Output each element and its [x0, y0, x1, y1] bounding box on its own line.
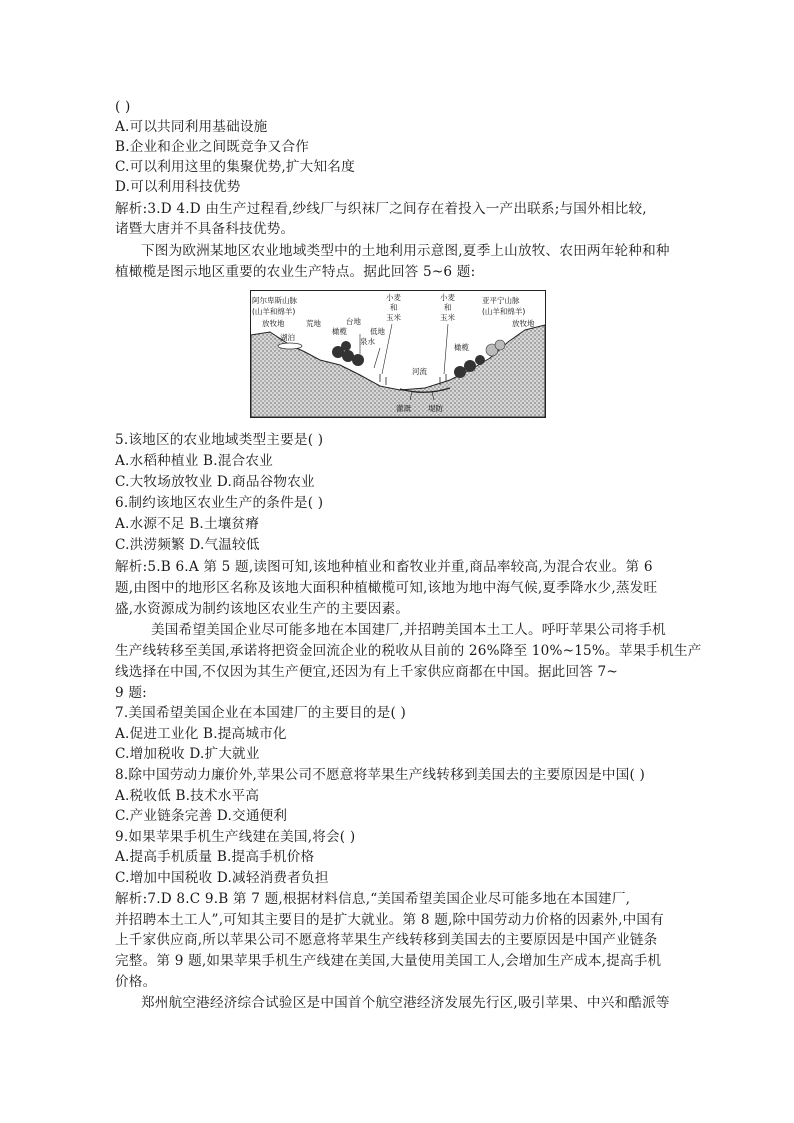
label-and-right: 和 [444, 303, 452, 312]
lake-shape [278, 343, 302, 349]
label-and-left: 和 [390, 303, 398, 312]
analysis-7-9-line5: 价格。 [115, 974, 157, 990]
label-alps-sub: (山羊和绵羊) [252, 307, 296, 316]
label-river: 河流 [412, 367, 427, 376]
q8-options-ab: A.税收低 B.技术水平高 [115, 788, 260, 804]
q7-options-cd: C.增加税收 D.扩大就业 [115, 746, 260, 762]
analysis-7-9-line4: 完整。第 9 题,如果苹果手机生产线建在美国,大量使用美国工人,会增加生产成本,提高手机 [115, 953, 662, 969]
analysis-5-6-line1: 解析:5.B 6.A 第 5 题,读图可知,该地种植业和畜牧业并重,商品率较高,为混合农业。第 6 [115, 559, 653, 575]
label-pasture-left: 放牧地 [262, 319, 285, 328]
label-alps: 阿尔卑斯山脉 [252, 296, 297, 305]
label-apennines: 亚平宁山脉 [482, 296, 520, 305]
q5-options-cd: C.大牧场放牧业 D.商品谷物农业 [115, 474, 315, 490]
label-wasteland: 荒地 [306, 319, 321, 328]
label-terrace: 台地 [346, 317, 361, 326]
q8-options-cd: C.产业链条完善 D.交通便利 [115, 808, 288, 824]
q4-option-b: B.企业和企业之间既竞争又合作 [115, 139, 310, 155]
label-irrigation: 灌溉 [396, 404, 411, 413]
label-lake: 湖泊 [280, 333, 295, 342]
intro-7-9-line4: 9 题: [115, 685, 147, 701]
analysis-5-6-line2: 题,由图中的地形区名称及该地大面积种植橄榄可知,该地为地中海气候,夏季降水少,蒸发旺 [115, 580, 658, 596]
analysis-5-6-line3: 盛,水资源成为制约该地区农业生产的主要因素。 [115, 601, 410, 617]
label-pasture-right: 放牧地 [512, 319, 535, 328]
analysis-7-9-line2: 并招聘本土工人”,可知其主要目的是扩大就业。第 8 题,除中国劳动力价格的因素外,中国有 [115, 912, 664, 928]
analysis-3-4-line2: 诸暨大唐并不具备科技优势。 [115, 221, 295, 237]
q9-options-cd: C.增加中国税收 D.减轻消费者负担 [115, 870, 329, 886]
label-wheat-left: 小麦 [386, 293, 401, 302]
q7-stem: 7.美国希望美国企业在本国建厂的主要目的是( ) [115, 705, 406, 721]
analysis-7-9-line1: 解析:7.D 8.C 9.B 第 7 题,根据材料信息,“美国希望美国企业尽可能多地在本国建厂, [115, 891, 631, 907]
q7-options-ab: A.促进工业化 B.提高城市化 [115, 726, 287, 742]
label-wheat-right: 小麦 [440, 293, 455, 302]
intro-7-9-line2: 生产线转移至美国,承诺将把资金回流企业的税收从目前的 26%降至 10%~15%。苹果手机生产 [115, 643, 702, 659]
analysis-3-4-line1: 解析:3.D 4.D 由生产过程看,纱线厂与织袜厂之间存在着投入一产出联系;与国外相比较, [115, 201, 647, 217]
q9-options-ab: A.提高手机质量 B.提高手机价格 [115, 849, 315, 865]
analysis-7-9-line3: 上千家供应商,所以苹果公司不愿意将苹果生产线转移到美国去的主要原因是中国产业链条 [115, 932, 658, 948]
intro-7-9-line3: 线选择在中国,不仅因为其生产便宜,还因为有上千家供应商都在中国。据此回答 7~ [115, 664, 618, 680]
q4-option-a: A.可以共同利用基础设施 [115, 119, 268, 135]
label-apennines-sub: (山羊和绵羊) [482, 307, 526, 316]
q4-option-c: C.可以利用这里的集聚优势,扩大知名度 [115, 159, 355, 175]
q4-bracket: ( ) [115, 99, 131, 115]
q5-options-ab: A.水稻种植业 B.混合农业 [115, 453, 273, 469]
q6-options-ab: A.水源不足 B.土壤贫瘠 [115, 516, 260, 532]
label-spring: 泉水 [360, 337, 375, 346]
q9-stem: 9.如果苹果手机生产线建在美国,将会( ) [115, 829, 356, 845]
label-olive-left: 橄榄 [332, 327, 347, 336]
q4-option-d: D.可以利用科技优势 [115, 179, 241, 195]
land-use-diagram [250, 290, 546, 418]
label-corn-right: 玉米 [440, 313, 455, 322]
q6-options-cd: C.洪涝频繁 D.气温较低 [115, 537, 260, 553]
q6-stem: 6.制约该地区农业生产的条件是( ) [115, 495, 324, 511]
label-lowland: 低地 [370, 327, 385, 336]
intro-next-line1: 郑州航空港经济综合试验区是中国首个航空港经济发展先行区,吸引苹果、中兴和酷派等 [141, 995, 670, 1011]
q8-stem: 8.除中国劳动力廉价外,苹果公司不愿意将苹果生产线转移到美国去的主要原因是中国( ) [115, 767, 645, 783]
label-olive-right: 橄榄 [454, 343, 469, 352]
q5-stem: 5.该地区的农业地域类型主要是( ) [115, 432, 324, 448]
intro-5-6-line2: 植橄榄是图示地区重要的农业生产特点。据此回答 5~6 题: [115, 264, 476, 280]
intro-5-6-line1: 下图为欧洲某地区农业地域类型中的土地利用示意图,夏季上山放牧、农田两年轮种和种 [141, 243, 670, 259]
label-levee: 堤防 [428, 404, 443, 413]
intro-7-9-line1: 美国希望美国企业尽可能多地在本国建厂,并招聘美国本土工人。呼吁苹果公司将手机 [151, 622, 666, 638]
label-corn-left: 玉米 [386, 313, 401, 322]
